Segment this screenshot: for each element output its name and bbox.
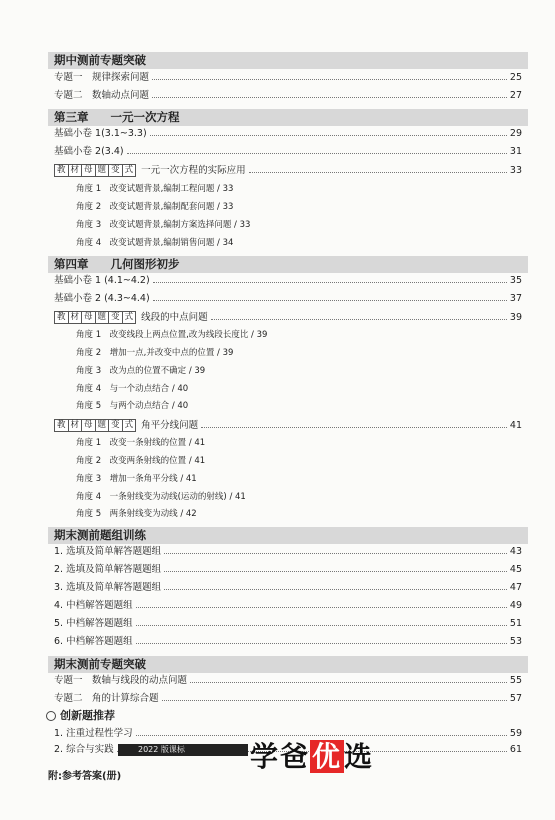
leader-dots xyxy=(153,300,507,301)
brand-watermark xyxy=(250,735,374,775)
toc-entry[interactable] xyxy=(54,163,522,178)
page-number: 49 xyxy=(509,600,522,611)
toc-sub-entry[interactable] xyxy=(76,436,522,451)
page-number: 37 xyxy=(509,293,522,304)
entry-label: 角度 5 两条射线变为动线 / 42 xyxy=(76,509,197,519)
chapter-title: 几何图形初步 xyxy=(110,257,180,271)
leader-dots xyxy=(152,97,507,98)
page-number: 55 xyxy=(509,675,522,686)
leader-dots xyxy=(136,607,507,608)
toc-entry[interactable] xyxy=(54,273,522,288)
leader-dots xyxy=(153,282,507,283)
toc-entry[interactable] xyxy=(54,544,522,559)
leader-dots xyxy=(164,553,507,554)
section-header xyxy=(48,527,528,544)
entry-label: 基础小卷 2(3.4) xyxy=(54,146,124,157)
entry-label: 一元一次方程的实际应用 xyxy=(141,165,246,176)
section-title: 期末测前题组训练 xyxy=(54,528,146,542)
page-number: 57 xyxy=(509,693,522,704)
textbook-variant-badge: 教 材 母 题 变 式 xyxy=(54,311,135,324)
chapter-header xyxy=(48,109,528,126)
toc-sub-entry[interactable] xyxy=(76,382,522,397)
toc-entry[interactable] xyxy=(54,126,522,141)
entry-label: 角度 2 改变试题背景,编制配套问题 / 33 xyxy=(76,202,234,212)
toc-sub-entry[interactable] xyxy=(76,346,522,361)
leader-dots xyxy=(136,643,507,644)
leader-dots xyxy=(164,589,507,590)
leader-dots xyxy=(127,153,507,154)
entry-label: 角度 2 改变两条射线的位置 / 41 xyxy=(76,456,206,466)
entry-label: 专题一 规律探索问题 xyxy=(54,72,150,83)
brand-highlight: 优 xyxy=(312,740,343,773)
page-number: 41 xyxy=(509,420,522,431)
section-title: 期末测前专题突破 xyxy=(54,657,146,671)
page-number: 25 xyxy=(509,72,522,83)
entry-label: 2. 综合与实践 xyxy=(54,744,114,755)
entry-label: 角度 3 改为点的位置不确定 / 39 xyxy=(76,366,206,376)
entry-label: 3. 选填及简单解答题题组 xyxy=(54,582,162,593)
toc-sub-entry[interactable] xyxy=(76,454,522,469)
toc-entry[interactable] xyxy=(54,310,522,325)
leader-dots xyxy=(249,172,507,173)
entry-label: 基础小卷 1(3.1~3.3) xyxy=(54,128,147,139)
chapter-number: 第四章 xyxy=(54,257,89,271)
page-number: 53 xyxy=(509,636,522,647)
curriculum-stamp: 2022 版课标 xyxy=(118,744,248,756)
leader-dots xyxy=(162,700,507,701)
entry-label: 专题二 数轴动点问题 xyxy=(54,90,150,101)
textbook-variant-badge: 教 材 母 题 变 式 xyxy=(54,419,135,432)
toc-sub-entry[interactable] xyxy=(76,328,522,343)
entry-label: 1. 选填及简单解答题题组 xyxy=(54,546,162,557)
toc-entry[interactable] xyxy=(54,291,522,306)
brand-text: 学爸 xyxy=(250,740,311,773)
entry-label: 基础小卷 2 (4.3~4.4) xyxy=(54,293,150,304)
chapter-number: 第三章 xyxy=(54,110,89,124)
entry-label: 6. 中档解答题题组 xyxy=(54,636,133,647)
page-number: 33 xyxy=(509,165,522,176)
entry-label: 角度 4 改变试题背景,编制销售问题 / 34 xyxy=(76,238,234,248)
entry-label: 线段的中点问题 xyxy=(141,312,208,323)
toc-sub-entry[interactable] xyxy=(76,399,522,414)
brand-text: 选 xyxy=(344,740,375,773)
toc-entry[interactable] xyxy=(54,144,522,159)
lightbulb-icon xyxy=(46,711,56,721)
entry-label: 2. 选填及简单解答题题组 xyxy=(54,564,162,575)
entry-label: 1. 注重过程性学习 xyxy=(54,728,133,739)
entry-label: 角度 3 改变试题背景,编制方案选择问题 / 33 xyxy=(76,220,251,230)
toc-sub-entry[interactable] xyxy=(76,200,522,215)
section-header xyxy=(46,708,514,723)
toc-sub-entry[interactable] xyxy=(76,218,522,233)
toc-entry[interactable] xyxy=(54,88,522,103)
leader-dots xyxy=(201,427,507,428)
toc-entry[interactable] xyxy=(54,634,522,649)
entry-label: 5. 中档解答题题组 xyxy=(54,618,133,629)
toc-entry[interactable] xyxy=(54,691,522,706)
chapter-title: 一元一次方程 xyxy=(110,110,180,124)
leader-dots xyxy=(150,135,507,136)
entry-label: 角度 1 改变试题背景,编制工程问题 / 33 xyxy=(76,184,234,194)
entry-label: 角度 1 改变线段上两点位置,改为线段长度比 / 39 xyxy=(76,330,268,340)
section-title: 创新题推荐 xyxy=(60,709,115,722)
chapter-header xyxy=(48,256,528,273)
page-number: 51 xyxy=(509,618,522,629)
page-number: 39 xyxy=(509,312,522,323)
toc-entry[interactable] xyxy=(54,418,522,433)
page-number: 59 xyxy=(509,728,522,739)
entry-label: 角度 1 改变一条射线的位置 / 41 xyxy=(76,438,206,448)
leader-dots xyxy=(152,79,507,80)
entry-label: 角度 4 与一个动点结合 / 40 xyxy=(76,384,189,394)
leader-dots xyxy=(211,319,507,320)
page-number: 31 xyxy=(509,146,522,157)
toc-sub-entry[interactable] xyxy=(76,490,522,505)
toc-entry[interactable] xyxy=(54,562,522,577)
entry-label: 4. 中档解答题题组 xyxy=(54,600,133,611)
page-number: 61 xyxy=(509,744,522,755)
page-number: 27 xyxy=(509,90,522,101)
toc-entry[interactable] xyxy=(54,616,522,631)
toc-entry[interactable] xyxy=(54,598,522,613)
entry-label: 专题一 数轴与线段的动点问题 xyxy=(54,675,188,686)
page-number: 35 xyxy=(509,275,522,286)
page-number: 29 xyxy=(509,128,522,139)
entry-label: 角度 5 与两个动点结合 / 40 xyxy=(76,401,189,411)
appendix-note: 附:参考答案(册) xyxy=(48,771,122,782)
leader-dots xyxy=(136,625,507,626)
entry-label: 角度 2 增加一点,并改变中点的位置 / 39 xyxy=(76,348,234,358)
section-title: 期中测前专题突破 xyxy=(54,53,146,67)
leader-dots xyxy=(190,682,507,683)
toc-sub-entry[interactable] xyxy=(76,472,522,487)
page-number: 45 xyxy=(509,564,522,575)
toc-sub-entry[interactable] xyxy=(76,182,522,197)
entry-label: 角平分线问题 xyxy=(141,420,199,431)
textbook-variant-badge: 教 材 母 题 变 式 xyxy=(54,164,135,177)
page-number: 43 xyxy=(509,546,522,557)
toc-sub-entry[interactable] xyxy=(76,236,522,251)
section-header xyxy=(48,52,528,69)
leader-dots xyxy=(164,571,507,572)
toc-entry[interactable] xyxy=(54,673,522,688)
page-number: 47 xyxy=(509,582,522,593)
entry-label: 角度 4 一条射线变为动线(运动的射线) / 41 xyxy=(76,492,246,502)
toc-sub-entry[interactable] xyxy=(76,364,522,379)
entry-label: 角度 3 增加一条角平分线 / 41 xyxy=(76,474,197,484)
toc-entry[interactable] xyxy=(54,70,522,85)
toc-entry[interactable] xyxy=(54,580,522,595)
toc-sub-entry[interactable] xyxy=(76,507,522,522)
entry-label: 基础小卷 1 (4.1~4.2) xyxy=(54,275,150,286)
entry-label: 专题二 角的计算综合题 xyxy=(54,693,159,704)
section-header xyxy=(48,656,528,673)
